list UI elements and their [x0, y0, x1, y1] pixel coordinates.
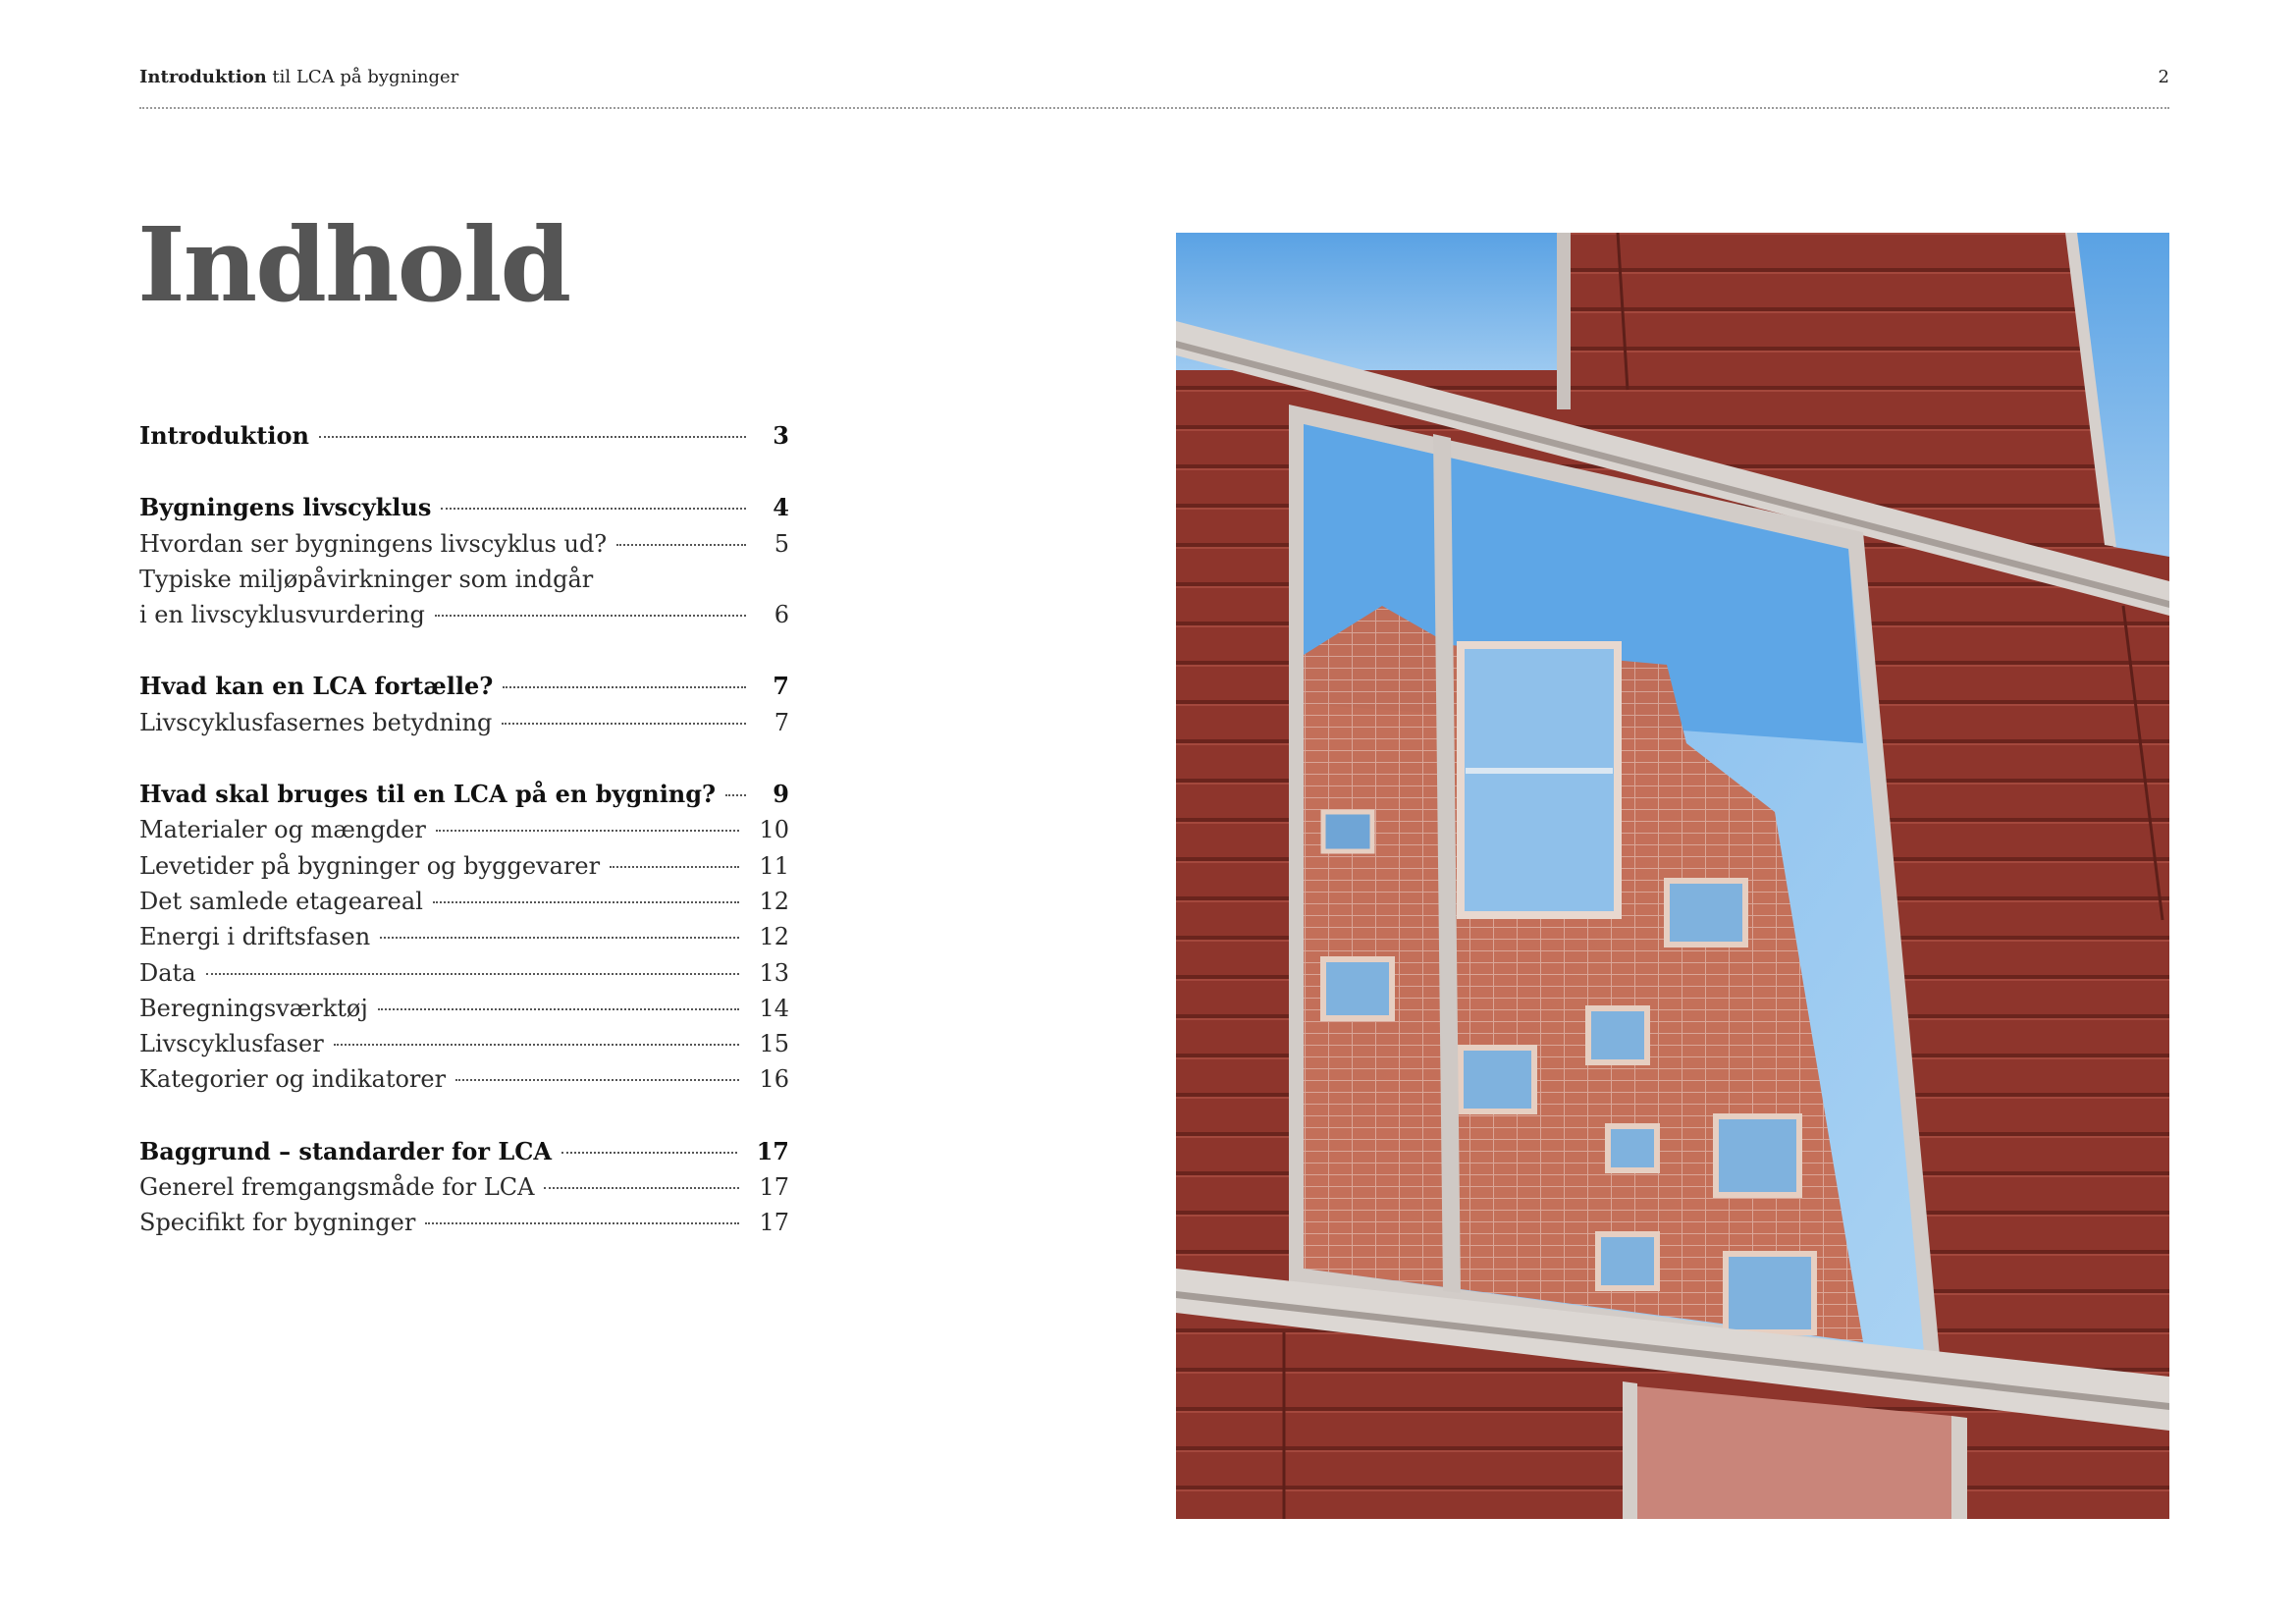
toc-entry-label: Typiske miljøpåvirkninger som indgår [139, 565, 594, 593]
toc-subentry[interactable] [139, 597, 789, 632]
toc-page-number: 14 [759, 994, 789, 1022]
toc-subentry[interactable] [139, 919, 789, 954]
toc-subentry[interactable] [139, 705, 789, 740]
toc-dot-leader [725, 794, 746, 796]
toc-entry-label: Bygningens livscyklus [139, 493, 432, 522]
toc-dot-leader [435, 615, 746, 617]
toc-subentry[interactable] [139, 991, 789, 1026]
toc-dot-leader [433, 901, 740, 903]
toc-page-number: 11 [759, 851, 789, 880]
toc-page-number: 17 [759, 1209, 789, 1237]
toc-chapter-entry[interactable] [139, 1134, 789, 1169]
toc-page-number: 5 [774, 529, 789, 558]
toc-section [139, 418, 789, 454]
toc-entry-label: Hvad skal bruges til en LCA på en bygning? [139, 780, 717, 809]
toc-subentry[interactable] [139, 884, 789, 919]
toc-entry-label: Introduktion [139, 421, 309, 450]
toc-page-number: 3 [773, 421, 789, 450]
toc-page-number: 10 [759, 816, 789, 844]
toc-subentry[interactable] [139, 1026, 789, 1061]
toc-entry-label: Energi i driftsfasen [139, 923, 371, 951]
facade-photo-illustration [1176, 233, 2169, 1519]
toc-dot-leader [502, 723, 746, 725]
toc-page-number: 13 [759, 958, 789, 987]
toc-entry-label: Materialer og mængder [139, 816, 426, 844]
toc-chapter-entry[interactable] [139, 490, 789, 525]
facade-photo [1176, 233, 2169, 1519]
toc-page-number: 17 [756, 1136, 789, 1165]
toc-subentry[interactable] [139, 562, 789, 597]
toc-chapter-entry[interactable] [139, 669, 789, 704]
toc-dot-leader [503, 686, 746, 688]
toc-dot-leader [616, 544, 746, 546]
toc-entry-label: Livscyklusfaser [139, 1030, 324, 1058]
toc-page-number: 16 [759, 1065, 789, 1094]
toc-entry-label: Data [139, 958, 196, 987]
toc-entry-label: Generel fremgangsmåde for LCA [139, 1173, 535, 1202]
page-number: 2 [2158, 67, 2169, 87]
toc-subentry[interactable] [139, 1169, 789, 1205]
toc-dot-leader [380, 937, 739, 939]
toc-dot-leader [610, 866, 739, 868]
toc-dot-leader [319, 436, 746, 438]
toc-section [139, 669, 789, 740]
toc-page-number: 4 [773, 493, 789, 522]
toc-dot-leader [378, 1008, 740, 1010]
toc-page-number: 12 [759, 923, 789, 951]
toc-page-number: 6 [774, 601, 789, 629]
toc-entry-label: Hvad kan en LCA fortælle? [139, 672, 494, 701]
toc-dot-leader [544, 1187, 739, 1189]
toc-page-number: 9 [773, 780, 789, 809]
toc-subentry[interactable] [139, 1061, 789, 1097]
toc-dot-leader [455, 1079, 739, 1081]
running-header [139, 67, 2169, 87]
toc-chapter-entry[interactable] [139, 418, 789, 454]
toc-subentry[interactable] [139, 812, 789, 847]
toc-section [139, 1134, 789, 1241]
table-of-contents [139, 418, 789, 1277]
toc-subentry[interactable] [139, 955, 789, 991]
toc-page-number: 15 [759, 1030, 789, 1058]
running-header-title [139, 67, 458, 87]
toc-entry-label: Hvordan ser bygningens livscyklus ud? [139, 529, 608, 558]
toc-subentry[interactable] [139, 848, 789, 884]
running-header-lead: Introduktion [139, 67, 267, 87]
toc-page-number: 12 [759, 887, 789, 915]
toc-entry-label: Specifikt for bygninger [139, 1209, 416, 1237]
toc-entry-label: Livscyklusfasernes betydning [139, 708, 493, 736]
toc-dot-leader [561, 1152, 737, 1154]
toc-page-number: 7 [773, 672, 789, 701]
toc-dot-leader [441, 508, 746, 510]
toc-entry-label: Baggrund – standarder for LCA [139, 1136, 552, 1165]
toc-entry-label: Det samlede etageareal [139, 887, 423, 915]
toc-entry-label: Levetider på bygninger og byggevarer [139, 851, 601, 880]
page-title: Indhold [137, 204, 570, 325]
running-header-rest: til LCA på bygninger [266, 67, 459, 87]
toc-dot-leader [436, 830, 740, 832]
toc-entry-label: Beregningsværktøj [139, 994, 368, 1022]
header-divider [139, 107, 2169, 109]
toc-page-number: 17 [759, 1173, 789, 1202]
toc-page-number: 7 [774, 708, 789, 736]
toc-dot-leader [334, 1044, 740, 1046]
toc-dot-leader [425, 1222, 739, 1224]
toc-entry-label: i en livscyklusvurdering [139, 601, 425, 629]
toc-section [139, 490, 789, 632]
toc-subentry[interactable] [139, 1205, 789, 1240]
toc-subentry[interactable] [139, 526, 789, 562]
toc-entry-label: Kategorier og indikatorer [139, 1065, 447, 1094]
toc-section [139, 777, 789, 1098]
toc-chapter-entry[interactable] [139, 777, 789, 812]
toc-dot-leader [206, 973, 740, 975]
